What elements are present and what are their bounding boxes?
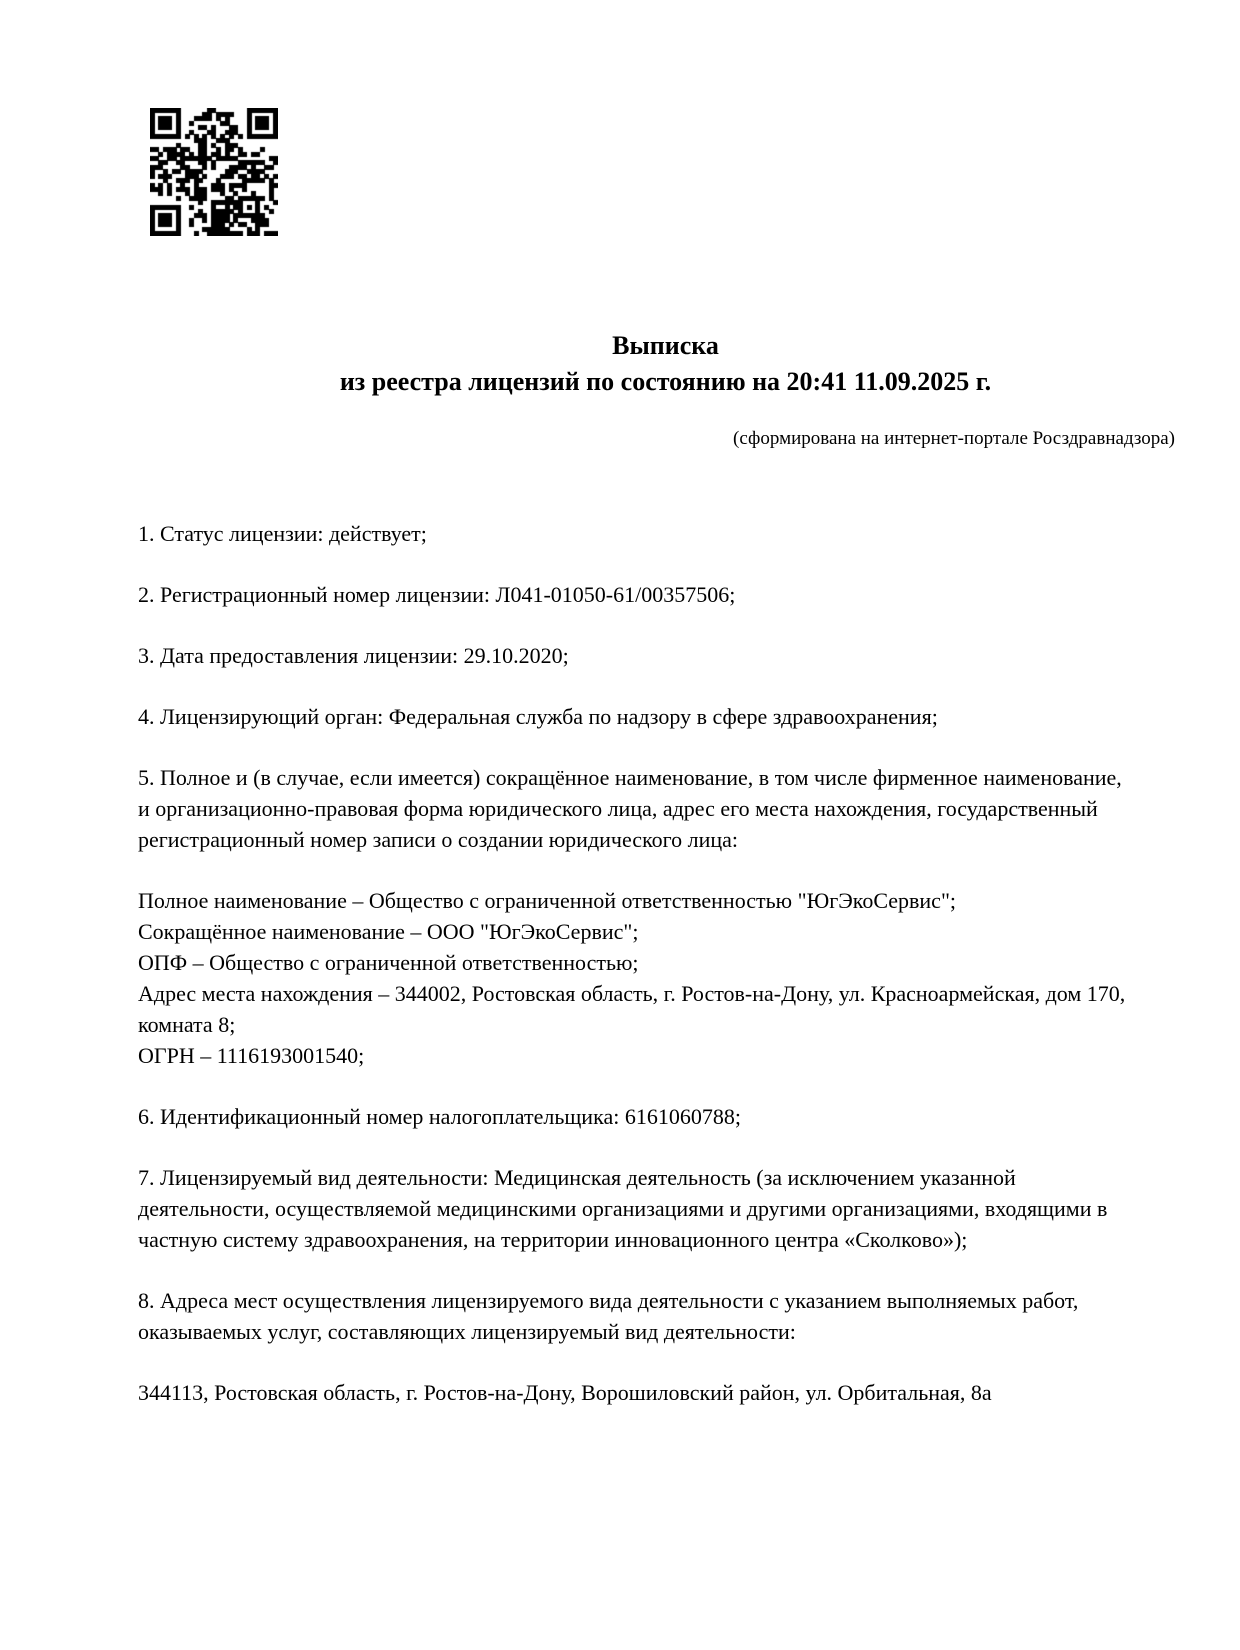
document-content [138, 0, 1175, 1438]
activity-address-paragraph: 344113, Ростовская область, г. Ростов-на-Дону, Ворошиловский район, ул. Орбитальная, 8а [138, 1380, 992, 1405]
document-title-line1: Выписка [612, 331, 719, 360]
organization-intro-paragraph: 5. Полное и (в случае, если имеется) сокращённое наименование, в том числе фирменное наименование, и организационно-правовая форма юридического лица, адрес его места нахождения, государственный регистрационный номер записи о создании юридического лица: [138, 765, 1122, 852]
short-name-line: Сокращённое наименование – ООО "ЮгЭкоСервис"; [138, 919, 639, 944]
document-subtitle: (сформирована на интернет-портале Росздравнадзора) [733, 428, 1175, 449]
licensing-authority-paragraph: 4. Лицензирующий орган: Федеральная служба по надзору в сфере здравоохранения; [138, 704, 938, 729]
ogrn-line: ОГРН – 1116193001540; [138, 1043, 365, 1068]
grant-date-paragraph: 3. Дата предоставления лицензии: 29.10.2020; [138, 643, 569, 668]
address-line: Адрес места нахождения – 344002, Ростовская область, г. Ростов-на-Дону, ул. Красноармейская, дом 170, комната 8; [138, 981, 1126, 1037]
document-title-line2: из реестра лицензий по состоянию на 20:41 11.09.2025 г. [339, 367, 992, 396]
addresses-intro-paragraph: 8. Адреса мест осуществления лицензируемого вида деятельности с указанием выполняемых работ, оказываемых услуг, составляющих лицензируемый вид деятельности: [138, 1288, 1079, 1344]
inn-paragraph: 6. Идентификационный номер налогоплательщика: 6161060788; [138, 1104, 741, 1129]
registration-number-paragraph: 2. Регистрационный номер лицензии: Л041-01050-61/00357506; [138, 582, 736, 607]
full-name-line: Полное наименование – Общество с ограниченной ответственностью "ЮгЭкоСервис"; [138, 888, 957, 913]
document-title [138, 328, 1193, 400]
organization-details-block [138, 885, 1138, 1071]
document-body [138, 518, 1138, 1408]
status-paragraph: 1. Статус лицензии: действует; [138, 521, 427, 546]
opf-line: ОПФ – Общество с ограниченной ответственностью; [138, 950, 639, 975]
activity-type-paragraph: 7. Лицензируемый вид деятельности: Медицинская деятельность (за исключением указанной деятельности, осуществляемой медицинскими организациями и другими организациями, входящими в частную систему здравоохранения, на территории инновационного центра «Сколково»); [138, 1165, 1108, 1252]
